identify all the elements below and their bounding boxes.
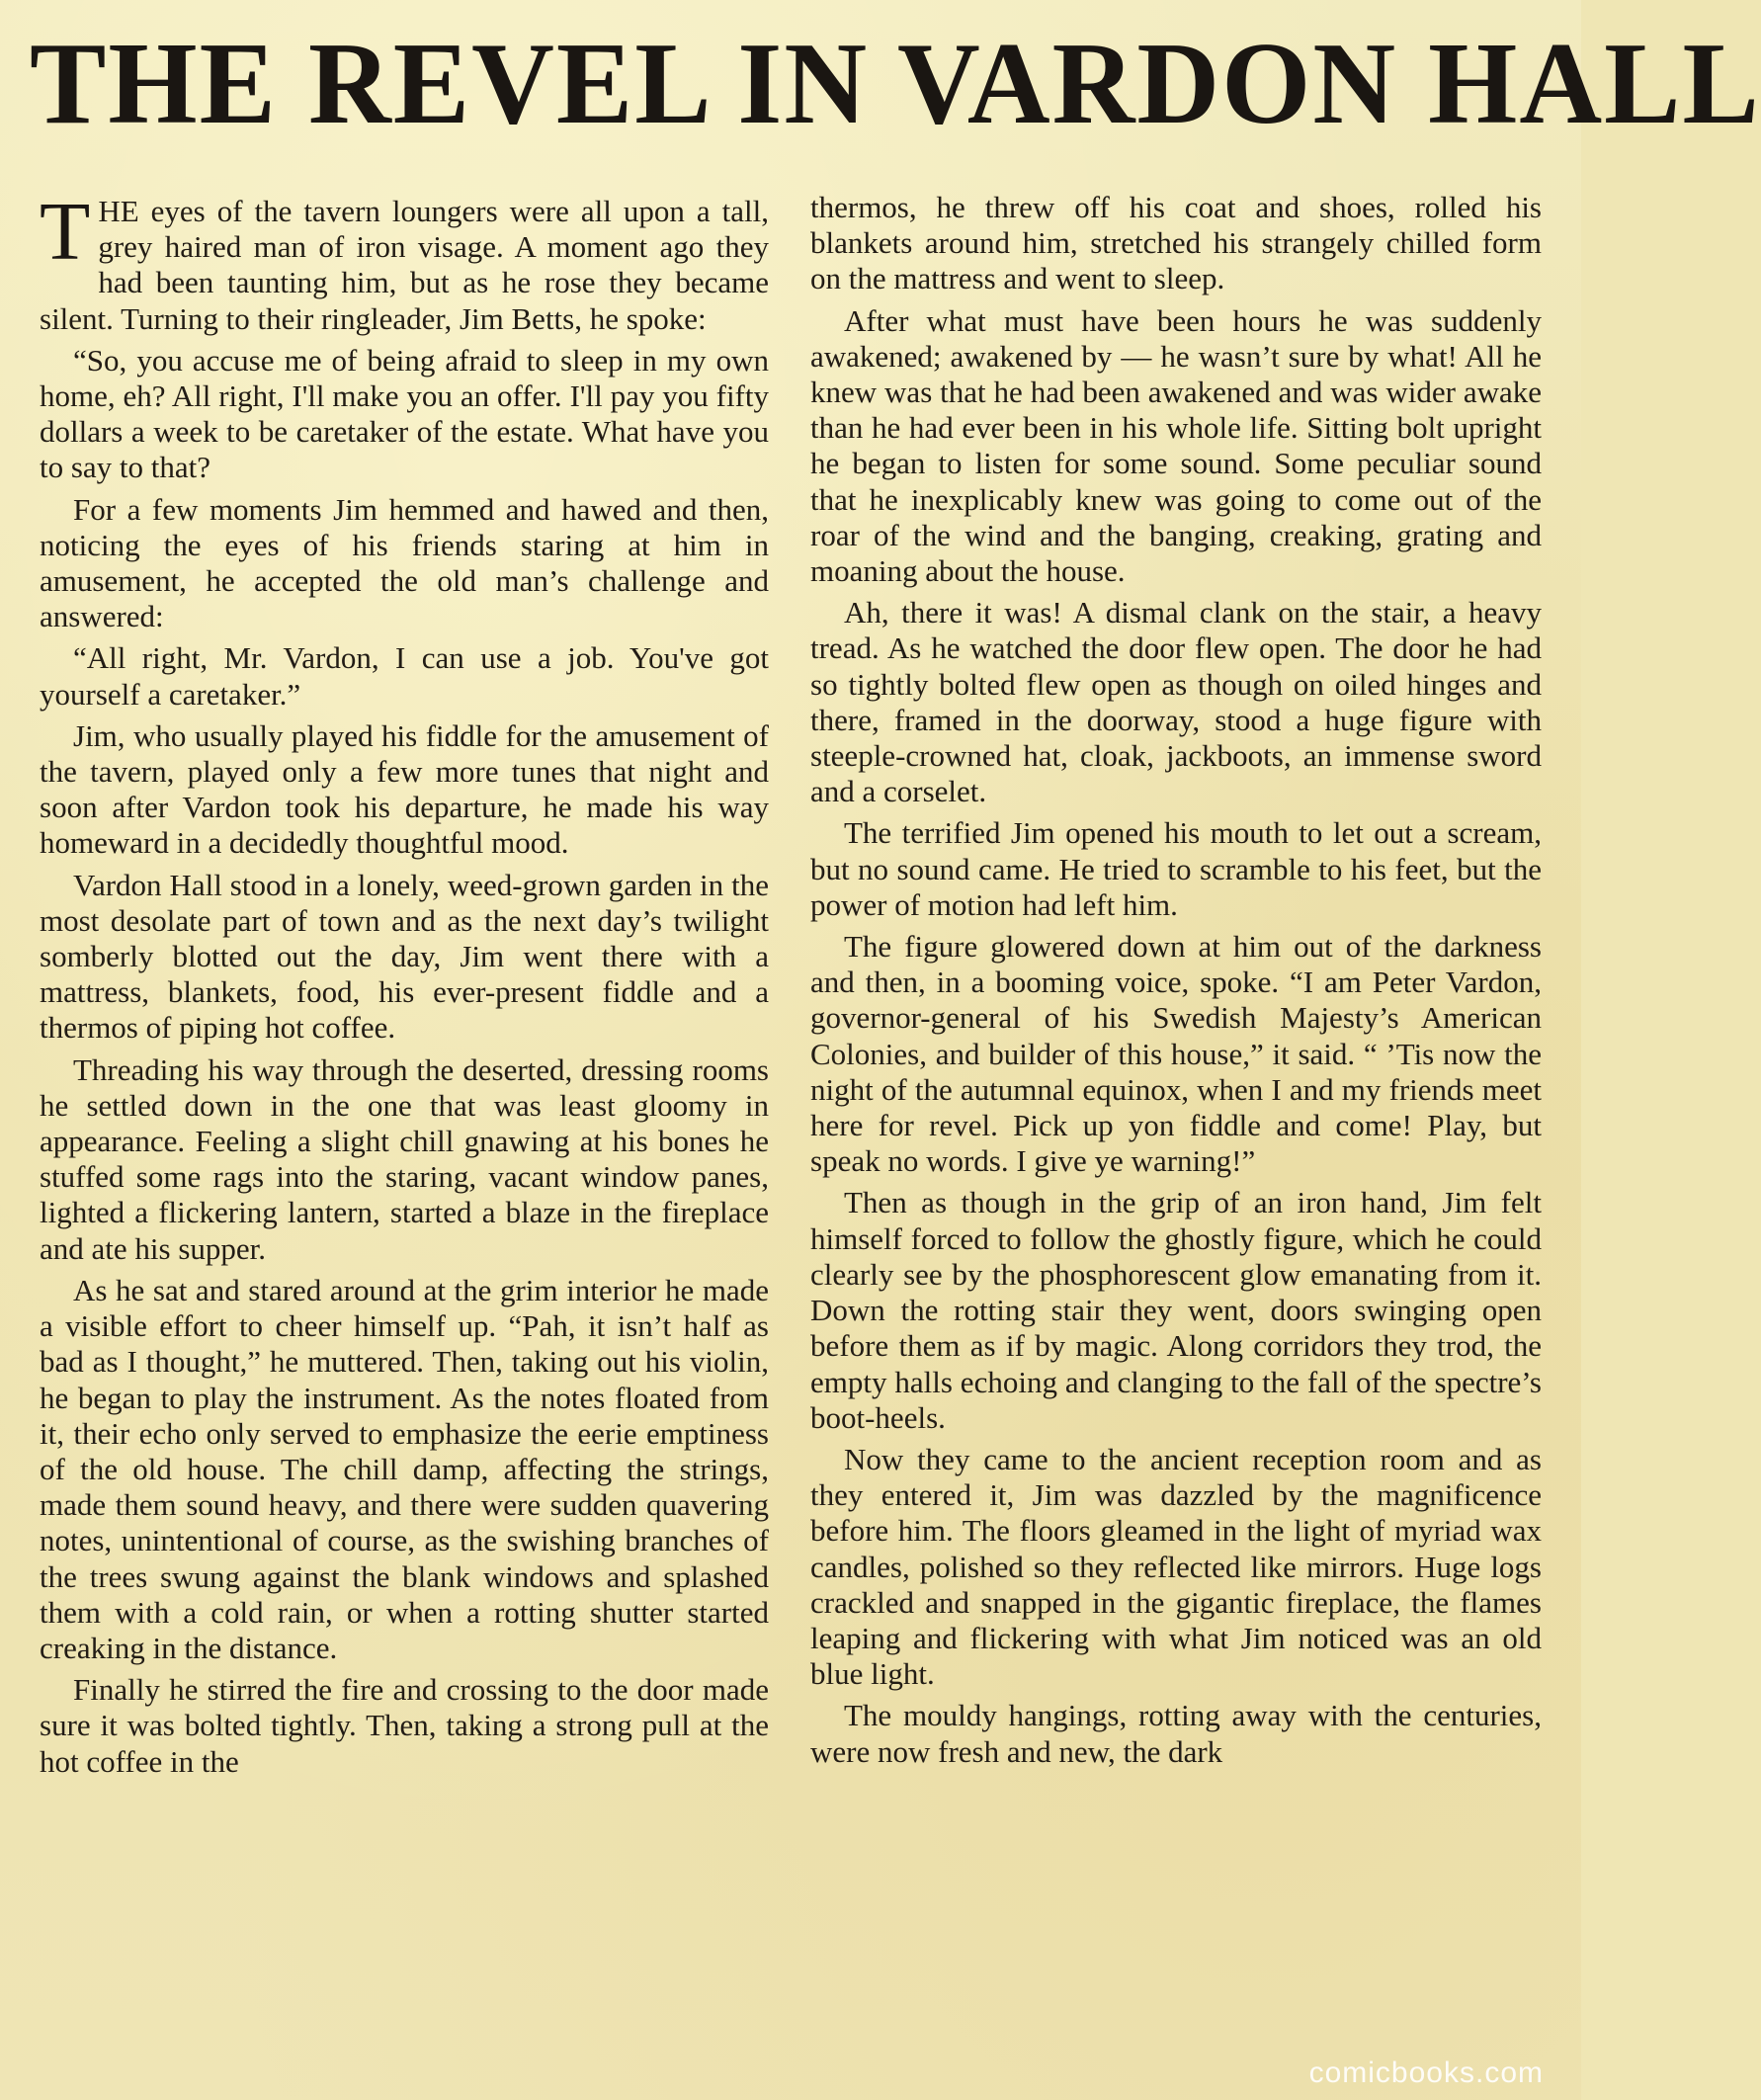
paragraph-6: Vardon Hall stood in a lonely, weed-grown garden in the most desolate part of town and as the next day’s twilight somberly blotted out the day, Jim went there with a mattress, blankets, food, his ever-present fiddle and a thermos of piping hot coffee. [40, 867, 769, 1046]
left-column [40, 186, 769, 1786]
story-title: THE REVEL IN VARDON HALL [30, 19, 1761, 149]
paragraph-1-text: HE eyes of the tavern loungers were all upon a tall, grey haired man of iron visage. A moment ago they had been taunting him, but as he rose they became silent. Turning to their ringleader, Jim Betts, he spoke: [40, 194, 769, 336]
right-column [810, 190, 1542, 1776]
paragraph-10: thermos, he threw off his coat and shoes, rolled his blankets around him, stretched his strangely chilled form on the mattress and went to sleep. [810, 190, 1542, 296]
paragraph-3: For a few moments Jim hemmed and hawed and then, noticing the eyes of his friends staring at him in amusement, he accepted the old man’s challenge and answered: [40, 491, 769, 634]
paragraph-14: The figure glowered down at him out of the darkness and then, in a booming voice, spoke. “I am Peter Vardon, governor-general of his Swedish Majesty’s American Colonies, and builder of this house,” it said. “ ’Tis now the night of the autumnal equinox, when I and my friends meet here for revel. Pick up yon fiddle and come! Play, but speak no words. I give ye warning!” [810, 929, 1542, 1179]
paragraph-17: The mouldy hangings, rotting away with the centuries, were now fresh and new, the dark [810, 1698, 1542, 1769]
paragraph-15: Then as though in the grip of an iron hand, Jim felt himself forced to follow the ghostly figure, which he could clearly see by the phosphorescent glow emanating from it. Down the rotting stair they went, doors swinging open before them as if by magic. Along corridors they trod, the empty halls echoing and clanging to the fall of the spectre’s boot-heels. [810, 1185, 1542, 1435]
paragraph-4: “All right, Mr. Vardon, I can use a job. You've got yourself a caretaker.” [40, 640, 769, 712]
paragraph-11: After what must have been hours he was suddenly awakened; awakened by — he wasn’t sure by what! All he knew was that he had been awakened and was wider awake than he had ever been in his whole life. Sitting bolt upright he began to listen for some sound. Some peculiar sound that he inexplicably knew was going to come out of the roar of the wind and the banging, creaking, grating and moaning about the house. [810, 302, 1542, 589]
drop-cap: T [40, 186, 91, 278]
paragraph-2: “So, you accuse me of being afraid to sleep in my own home, eh? All right, I'll make you an offer. I'll pay you fifty dollars a week to be caretaker of the estate. What have you to say to that? [40, 342, 769, 485]
paragraph-16: Now they came to the ancient reception room and as they entered it, Jim was dazzled by the magnificence before him. The floors gleamed in the light of myriad wax candles, polished so they reflected like mirrors. Huge logs crackled and snapped in the gigantic fireplace, the flames leaping and flickering with what Jim noticed was an old blue light. [810, 1441, 1542, 1692]
paragraph-5: Jim, who usually played his fiddle for the amusement of the tavern, played only a few more tunes that night and soon after Vardon took his departure, he made his way homeward in a decidedly thoughtful mood. [40, 717, 769, 861]
paragraph-1 [40, 186, 769, 337]
site-watermark: comicbooks.com [1308, 2057, 1544, 2089]
paragraph-12: Ah, there it was! A dismal clank on the stair, a heavy tread. As he watched the door flew open. The door he had so tightly bolted flew open as though on oiled hinges and there, framed in the doorway, stood a huge figure with steeple-crowned hat, cloak, jackboots, an immense sword and a corselet. [810, 595, 1542, 809]
paragraph-9: Finally he stirred the fire and crossing to the door made sure it was bolted tightly. Then, taking a strong pull at the hot coffee in the [40, 1672, 769, 1779]
paragraph-13: The terrified Jim opened his mouth to let out a scream, but no sound came. He tried to scramble to his feet, but the power of motion had left him. [810, 815, 1542, 922]
paragraph-7: Threading his way through the deserted, dressing rooms he settled down in the one that was least gloomy in appearance. Feeling a slight chill gnawing at his bones he stuffed some rags into the staring, vacant window panes, lighted a flickering lantern, started a blaze in the fireplace and ate his supper. [40, 1051, 769, 1266]
paragraph-8: As he sat and stared around at the grim interior he made a visible effort to cheer himself up. “Pah, it isn’t half as bad as I thought,” he muttered. Then, taking out his violin, he began to play the instrument. As the notes floated from it, their echo only served to emphasize the eerie emptiness of the old house. The chill damp, affecting the strings, made them sound heavy, and there were sudden quavering notes, unintentional of course, as the swishing branches of the trees swung against the blank windows and splashed them with a cold rain, or when a rotting shutter started creaking in the distance. [40, 1272, 769, 1665]
